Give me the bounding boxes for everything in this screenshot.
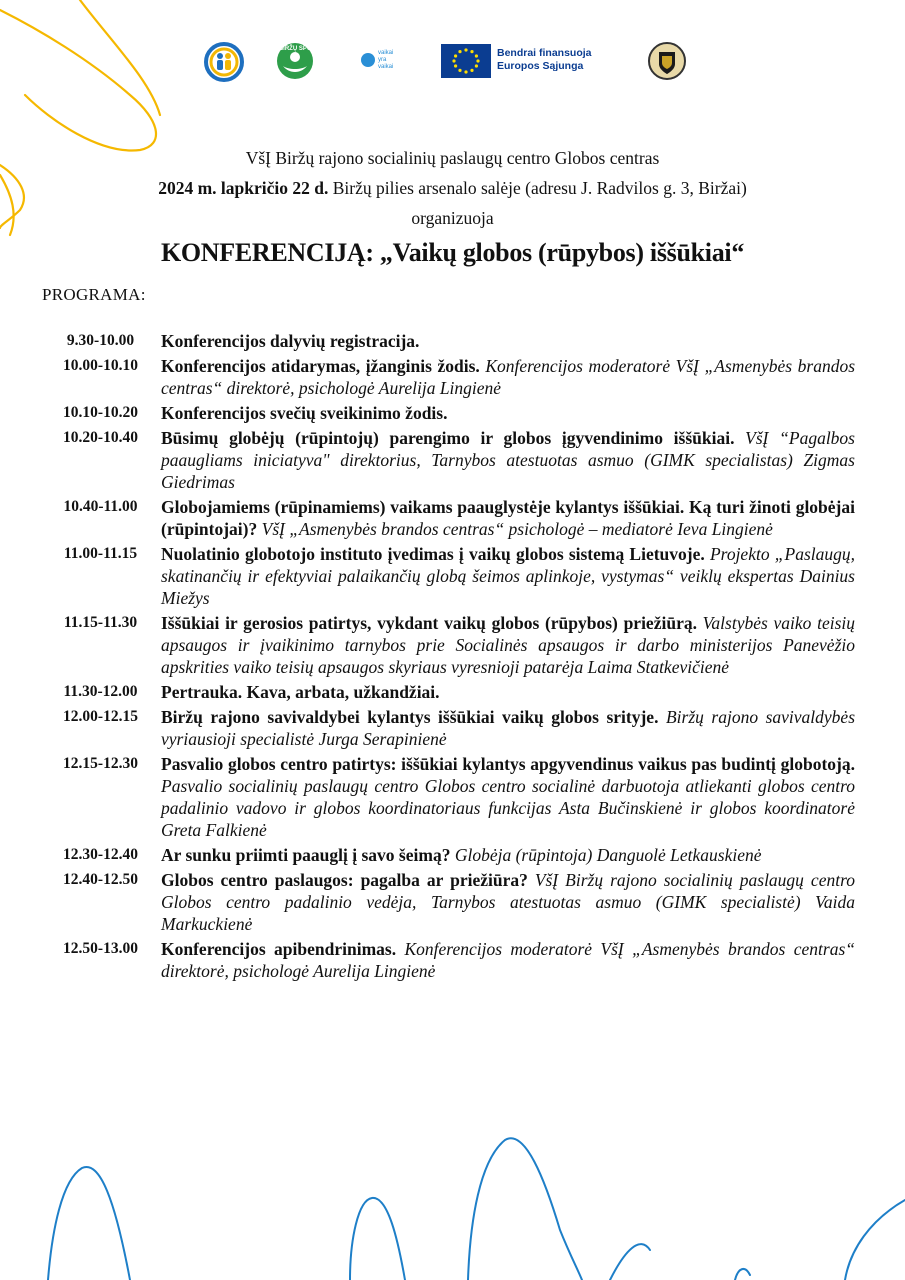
agenda-row [40,869,855,935]
agenda-speaker: Valstybės vaiko teisių apsaugos ir įvaikinimo tarnybos prie Socialinės apsaugos ir darbo ministerijos Panevėžio apskrities vaiko teisių apsaugos skyriaus vyresnioji patarėja Laima Statkevičienė [161,613,855,677]
agenda-row [40,496,855,540]
vaikai-yra-vaikai-logo [358,40,406,80]
eu-text-line1: Bendrai finansuoja [497,47,592,59]
agenda-row [40,938,855,982]
agenda-time: 10.00-10.10 [63,357,138,374]
birzu-spc-logo [275,40,315,82]
agenda-title: Nuolatinio globotojo instituto įvedimas į vaikų globos sistemą Lietuvoje. [161,544,705,564]
agenda-title: Konferencijos svečių sveikinimo žodis. [161,403,448,423]
eu-text-line2: Europos Sąjunga [497,60,584,72]
agenda-row [40,681,855,703]
agenda-time: 10.20-10.40 [63,429,138,446]
agenda-description [161,681,855,703]
vaikai-logo-text-2: yra [378,57,387,63]
yellow-swirl [0,0,160,235]
agenda-time: 10.10-10.20 [63,404,138,421]
agenda-description [161,706,855,750]
logo-bar [0,40,905,86]
agenda-description [161,355,855,399]
event-location: Biržų pilies arsenalo salėje (adresu J. Radvilos g. 3, Biržai) [328,178,747,198]
agenda-title: Būsimų globėjų (rūpintojų) parengimo ir globos įgyvendinimo iššūkiai. [161,428,735,448]
agenda-speaker: Pasvalio socialinių paslaugų centro Globos centro socialinė darbuotoja atliekanti globos centro padalinio vadovo ir globos koordinatoriaus funkcijas Asta Bučinskienė ir globos koordinatorė Greta Falkienė [161,776,855,840]
agenda-title: Pasvalio globos centro patirtys: iššūkiai kylantys apgyvendinus vaikus pas budintį globotoją. [161,754,855,774]
family-circle-logo [204,40,244,84]
agenda-time: 11.30-12.00 [63,683,138,700]
agenda-speaker: Globėja (rūpintoja) Danguolė Letkauskienė [454,845,762,865]
agenda-description [161,844,855,866]
agenda-title: Globos centro paslaugos: pagalba ar priežiūra? [161,870,528,890]
agenda-title: Pertrauka. Kava, arbata, užkandžiai. [161,682,440,702]
agenda-speaker: Projekto „Paslaugų, skatinančių ir efektyviai palaikančių globą šeimos aplinkoje, vystymas“ veiklų ekspertas Dainius Miežys [161,544,855,608]
agenda-description [161,938,855,982]
agenda-speaker: VšĮ Biržų rajono socialinių paslaugų centro Globos centro padalinio vedėja, Tarnybos atestuotas asmuo (GIMK specialistė) Vaida Markuckienė [161,870,855,934]
agenda-speaker: Konferencijos moderatorė VšĮ „Asmenybės brandos centras“ direktorė, psichologė Aurelija Lingienė [161,939,855,981]
program-label: PROGRAMA: [42,285,146,304]
agenda-time: 10.40-11.00 [63,498,138,515]
agenda-description [161,427,855,493]
agenda-title: Globojamiems (rūpinamiems) vaikams paauglystėje kylantys iššūkiai. Ką turi žinoti globėjai (rūpintojai)? [161,497,855,539]
agenda-row [40,612,855,678]
eu-flag-icon [441,44,491,78]
agenda-title: Konferencijos apibendrinimas. [161,939,397,959]
organizes-line: organizuoja [411,208,494,228]
conference-title: KONFERENCIJĄ: „Vaikų globos (rūpybos) iššūkiai“ [160,238,745,267]
agenda-time: 11.15-11.30 [63,614,138,631]
agenda-time: 12.40-12.50 [63,871,138,888]
agenda-title: Ar sunku priimti paauglį į savo šeimą? [161,845,451,865]
agenda-description [161,496,855,540]
agenda-time: 11.00-11.15 [63,545,138,562]
agenda-row [40,355,855,399]
agenda-row [40,330,855,352]
agenda-description [161,330,855,352]
agenda-title: Konferencijos atidarymas, įžanginis žodis. [161,356,480,376]
agenda-speaker: Biržų rajono savivaldybės vyriausioji specialistė Jurga Serapinienė [161,707,855,749]
agenda-title: Konferencijos dalyvių registracija. [161,331,420,351]
agenda-row [40,706,855,750]
organizer-line: VšĮ Biržų rajono socialinių paslaugų centro Globos centras [245,148,660,168]
agenda-title: Iššūkiai ir gerosios patirtys, vykdant vaikų globos (rūpybos) priežiūrą. [161,613,697,633]
agenda-title: Biržų rajono savivaldybei kylantys iššūkiai vaikų globos srityje. [161,707,659,727]
agenda-time: 12.00-12.15 [63,708,138,725]
vaikai-logo-text-3: vaikai [378,64,394,70]
agenda-row [40,427,855,493]
agenda-description [161,753,855,841]
agenda-time: 12.15-12.30 [63,755,138,772]
agenda-speaker: VšĮ „Asmenybės brandos centras“ psichologė – mediatorė Ieva Lingienė [261,519,773,539]
birzu-logo-text: BIRŽŲ SPC [278,46,312,52]
agenda-time: 12.30-12.40 [63,846,138,863]
agenda-row [40,543,855,609]
agenda-row [40,402,855,424]
agenda-list [40,330,855,985]
agenda-row [40,753,855,841]
coat-of-arms-logo [647,40,687,82]
agenda-description [161,543,855,609]
agenda-description [161,612,855,678]
agenda-time: 12.50-13.00 [63,940,138,957]
agenda-time: 9.30-10.00 [66,332,135,349]
agenda-row [40,844,855,866]
blue-swirl [48,1138,905,1280]
eu-cofunded-text [497,47,592,73]
date-location-line [0,178,905,199]
agenda-speaker: Konferencijos moderatorė VšĮ „Asmenybės brandos centras“ direktorė, psichologė Aurelija Lingienė [161,356,856,398]
vaikai-logo-text: vaikai [378,50,394,56]
event-date: 2024 m. lapkričio 22 d. [158,178,329,198]
agenda-description [161,402,855,424]
agenda-speaker: VšĮ “Pagalbos paaugliams iniciatyva" direktorius, Tarnybos atestuotas asmuo (GIMK specialistas) Zigmas Giedrimas [161,428,855,492]
agenda-description [161,869,855,935]
